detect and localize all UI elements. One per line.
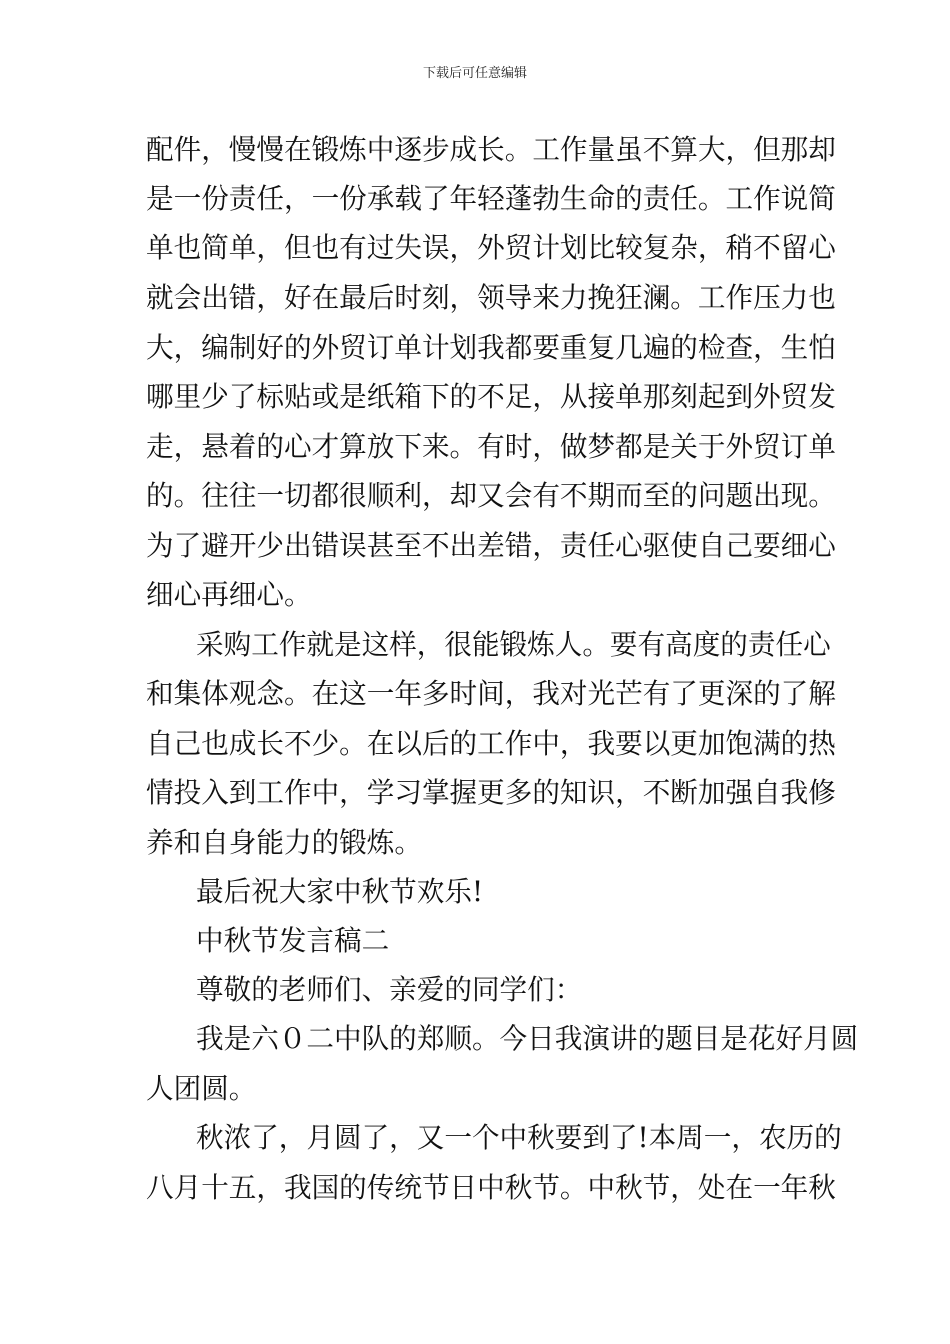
paragraph-first-line: 我是六０二中队的郑顺。今日我演讲的题目是花好月圆 bbox=[196, 1022, 859, 1055]
text-line: 大，编制好的外贸订单计划我都要重复几遍的检查，生怕 bbox=[146, 331, 836, 364]
paragraph-first-line: 采购工作就是这样，很能锻炼人。要有高度的责任心 bbox=[196, 628, 831, 661]
text-line: 情投入到工作中，学习掌握更多的知识，不断加强自我修 bbox=[146, 776, 836, 809]
text-line: 和集体观念。在这一年多时间，我对光芒有了更深的了解 bbox=[146, 677, 836, 710]
section-title: 中秋节发言稿二 bbox=[196, 924, 390, 957]
text-line: 是一份责任，一份承载了年轻蓬勃生命的责任。工作说简 bbox=[146, 182, 836, 215]
text-line: 为了避开少出错误甚至不出差错，责任心驱使自己要细心 bbox=[146, 529, 836, 562]
text-line: 配件，慢慢在锻炼中逐步成长。工作量虽不算大，但那却 bbox=[146, 133, 836, 166]
text-line: 就会出错，好在最后时刻，领导来力挽狂澜。工作压力也 bbox=[146, 281, 836, 314]
text-line: 走，悬着的心才算放下来。有时，做梦都是关于外贸订单 bbox=[146, 430, 836, 463]
closing-wish: 最后祝大家中秋节欢乐! bbox=[196, 875, 484, 908]
text-line: 的。往往一切都很顺利，却又会有不期而至的问题出现。 bbox=[146, 479, 836, 512]
text-line: 细心再细心。 bbox=[146, 578, 312, 611]
page-header-note: 下载后可任意编辑 bbox=[422, 66, 527, 81]
text-line: 哪里少了标贴或是纸箱下的不足，从接单那刻起到外贸发 bbox=[146, 380, 836, 413]
text-line: 自己也成长不少。在以后的工作中，我要以更加饱满的热 bbox=[146, 727, 836, 760]
text-line: 人团圆。 bbox=[146, 1072, 257, 1105]
text-line: 养和自身能力的锻炼。 bbox=[146, 826, 422, 859]
text-line: 单也简单，但也有过失误，外贸计划比较复杂，稍不留心 bbox=[146, 231, 836, 264]
salutation: 尊敬的老师们、亲爱的同学们： bbox=[196, 973, 583, 1006]
text-line: 八月十五，我国的传统节日中秋节。中秋节，处在一年秋 bbox=[146, 1171, 836, 1204]
paragraph-first-line: 秋浓了，月圆了，又一个中秋要到了!本周一，农历的 bbox=[196, 1121, 842, 1154]
